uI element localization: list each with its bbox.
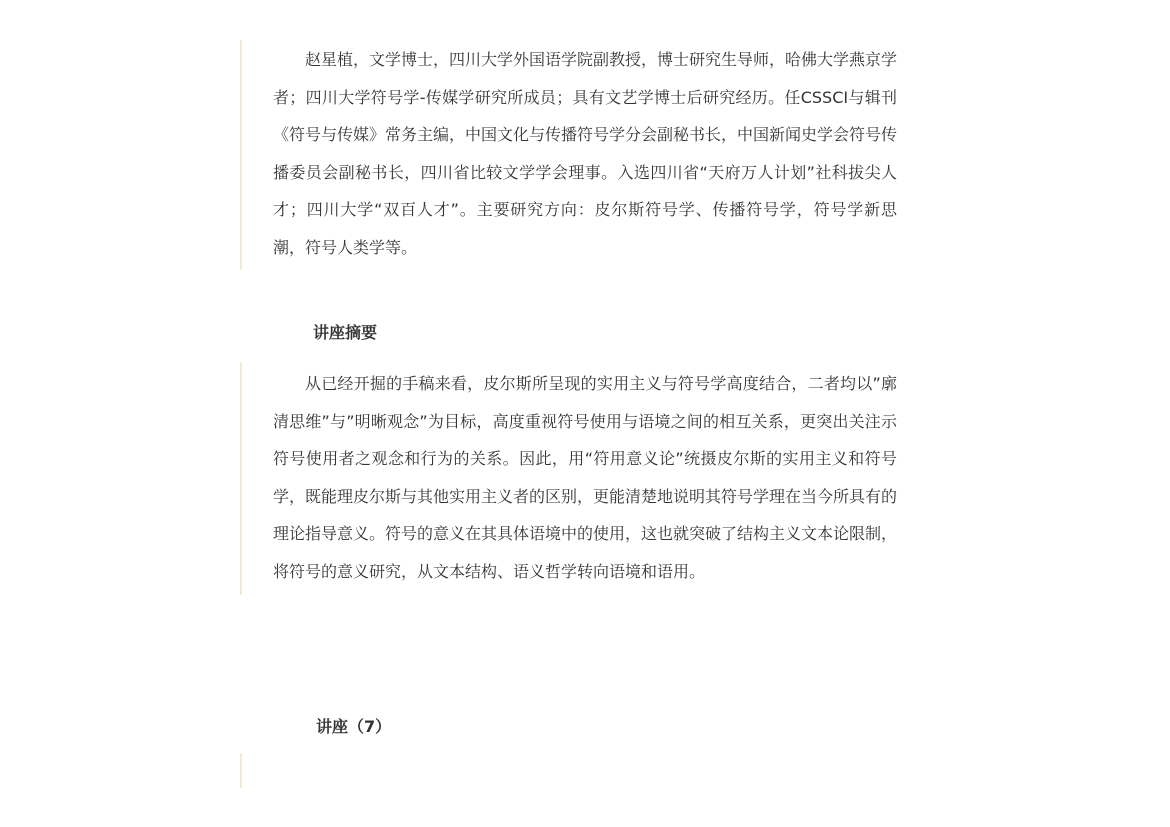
lecture-7-heading: 讲座（7） <box>316 717 392 736</box>
lecture-abstract-heading: 讲座摘要 <box>313 323 378 342</box>
lecture-abstract-block <box>240 362 897 595</box>
speaker-bio-block <box>240 40 897 270</box>
speaker-bio-text: 赵星植，文学博士，四川大学外国语学院副教授，博士研究生导师，哈佛大学燕京学者；四川大学符号学-传媒学研究所成员；具有文艺学博士后研究经历。任CSSCI与辑刊《符号与传媒》常务主编，中国文化与传播符号学分会副秘书长，中国新闻史学会符号传播委员会副秘书长，四川省比较文学学会理事。入选四川省“天府万人计划”社科拔尖人才；四川大学“双百人才”。主要研究方向：皮尔斯符号学、传播符号学，符号学新思潮，符号人类学等。 <box>273 50 898 257</box>
lecture-7-quote-bar <box>240 753 242 788</box>
lecture-abstract-text: 从已经开掘的手稿来看，皮尔斯所呈现的实用主义与符号学高度结合，二者均以”廓清思维”与”明晰观念”为目标，高度重视符号使用与语境之间的相互关系，更突出关注示符号使用者之观念和行为的关系。因此，用“符用意义论”统摄皮尔斯的实用主义和符号学，既能理皮尔斯与其他实用主义者的区别，更能清楚地说明其符号学理在当今所具有的理论指导意义。符号的意义在其具体语境中的使用，这也就突破了结构主义文本论限制，将符号的意义研究，从文本结构、语义哲学转向语境和语用。 <box>273 374 898 581</box>
